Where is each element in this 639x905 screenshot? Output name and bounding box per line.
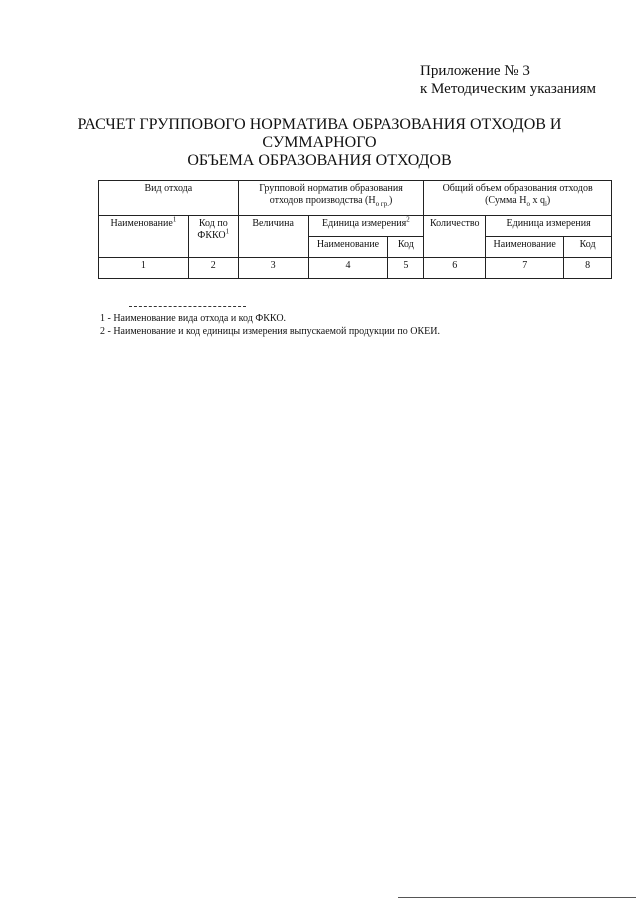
table-header-row-1	[99, 181, 612, 216]
column-number: 4	[308, 258, 388, 279]
footnote-separator	[129, 306, 246, 307]
column-number: 8	[564, 258, 612, 279]
footnote-1: 1 - Наименование вида отхода и код ФККО.	[100, 313, 287, 324]
scan-edge-line	[398, 897, 636, 898]
table-header-row-2	[99, 216, 612, 237]
header-unit-2: Единица измерения	[486, 216, 612, 237]
column-number: 6	[424, 258, 486, 279]
column-number: 3	[238, 258, 308, 279]
subheader-unit-code: Код	[388, 237, 424, 258]
column-number: 1	[99, 258, 189, 279]
header-quantity: Количество	[424, 216, 486, 258]
document-title	[0, 116, 639, 170]
subheader-unit-name-2: Наименование	[486, 237, 564, 258]
header-unit: Единица измерения$^2$	[308, 216, 424, 237]
footnote-2: 2 - Наименование и код единицы измерения выпускаемой продукции по ОКЕИ.	[100, 326, 440, 337]
title-line-3: ОБЪЕМА ОБРАЗОВАНИЯ ОТХОДОВ	[187, 152, 452, 169]
appendix-header	[420, 62, 596, 98]
footnotes	[100, 312, 440, 338]
table-number-row	[99, 258, 612, 279]
header-value: Величина	[238, 216, 308, 258]
header-fkko-code: Код по ФККО$^1$	[188, 216, 238, 258]
column-number: 7	[486, 258, 564, 279]
appendix-number: Приложение № 3	[420, 63, 530, 79]
column-number: 2	[188, 258, 238, 279]
header-total-volume: Общий объем образования отходов (Сумма $Н_о$ x $q_i$)	[424, 181, 612, 216]
subheader-unit-code-2: Код	[564, 237, 612, 258]
column-number: 5	[388, 258, 424, 279]
calculation-table	[98, 180, 612, 279]
header-name: Наименование$^1$	[99, 216, 189, 258]
title-line-2: СУММАРНОГО	[262, 134, 377, 151]
title-line-1: РАСЧЕТ ГРУППОВОГО НОРМАТИВА ОБРАЗОВАНИЯ ОТХОДОВ И	[77, 116, 562, 133]
header-group-norm: Групповой норматив образования отходов производства $(Н_{о гр.})$	[238, 181, 424, 216]
header-waste-type: Вид отхода	[99, 181, 239, 216]
appendix-reference: к Методическим указаниям	[420, 81, 596, 97]
subheader-unit-name: Наименование	[308, 237, 388, 258]
